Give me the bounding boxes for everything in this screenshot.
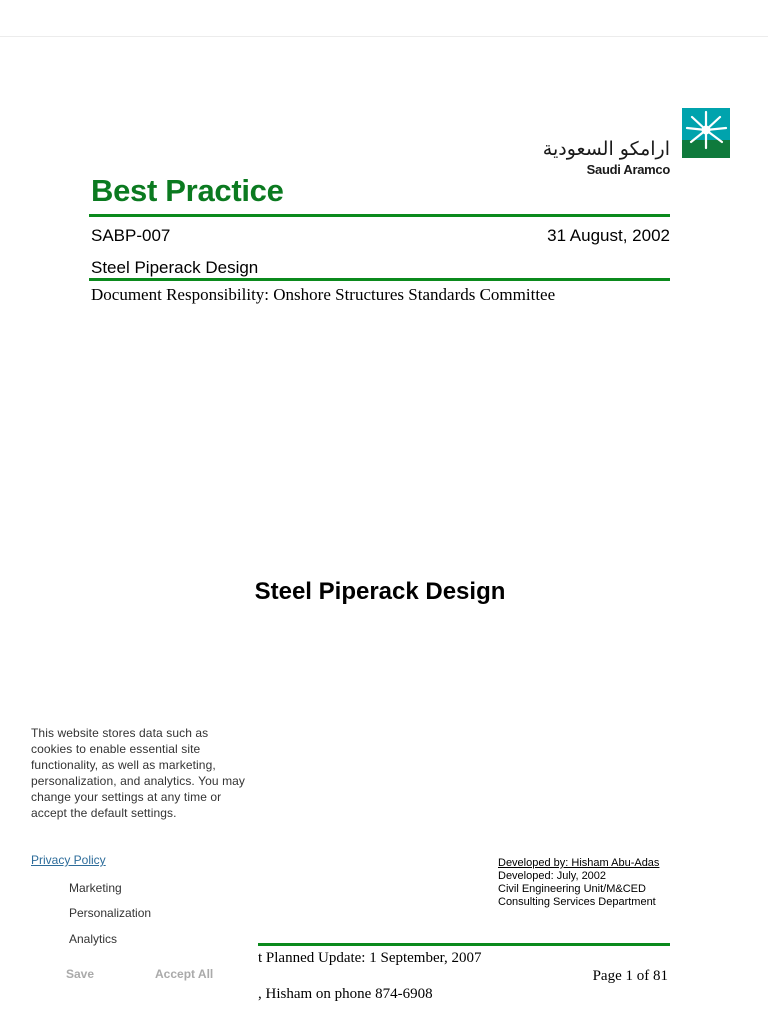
best-practice-heading: Best Practice: [91, 173, 284, 208]
document-responsibility: Document Responsibility: Onshore Structures Standards Committee: [91, 285, 556, 304]
save-button[interactable]: Save: [66, 967, 95, 981]
star-emblem-icon: [682, 108, 730, 158]
developed-by: Developed by: Hisham Abu-Adas: [498, 857, 660, 869]
planned-update: t Planned Update: 1 September, 2007: [258, 950, 482, 966]
logo-latin-text: Saudi Aramco: [586, 162, 670, 177]
cookie-option-analytics[interactable]: Analytics: [69, 932, 118, 946]
developer-department: Consulting Services Department: [498, 896, 656, 908]
footer-divider: [258, 943, 670, 946]
top-bar: [0, 0, 768, 37]
accept-all-button[interactable]: Accept All: [155, 967, 214, 981]
developer-info: [498, 857, 659, 909]
logo-arabic-text: ارامكو السعودية: [542, 138, 670, 160]
document-id: SABP-007: [91, 226, 171, 245]
developed-date: Developed: July, 2002: [498, 870, 607, 882]
contact-info: , Hisham on phone 874-6908: [258, 986, 433, 1002]
cookie-option-personalization[interactable]: Personalization: [69, 906, 152, 920]
privacy-policy-link[interactable]: Privacy Policy: [31, 853, 106, 867]
header-divider-top: [89, 214, 670, 217]
saudi-aramco-logo: [542, 106, 732, 180]
header-divider-bottom: [89, 278, 670, 281]
document-subject: Steel Piperack Design: [91, 258, 259, 277]
document-title: Steel Piperack Design: [254, 578, 506, 605]
cookie-option-marketing[interactable]: Marketing: [69, 881, 122, 895]
cookie-message: This website stores data such as cookies to enable essential site functionality, as well as marketing, personalization, and analytics. You may change your settings at any time or accept the default settings.: [31, 726, 246, 820]
developer-unit: Civil Engineering Unit/M&CED: [498, 883, 646, 895]
cookie-banner: [0, 712, 258, 1024]
document-date: 31 August, 2002: [547, 226, 670, 245]
page-number: Page 1 of 81: [592, 968, 668, 984]
